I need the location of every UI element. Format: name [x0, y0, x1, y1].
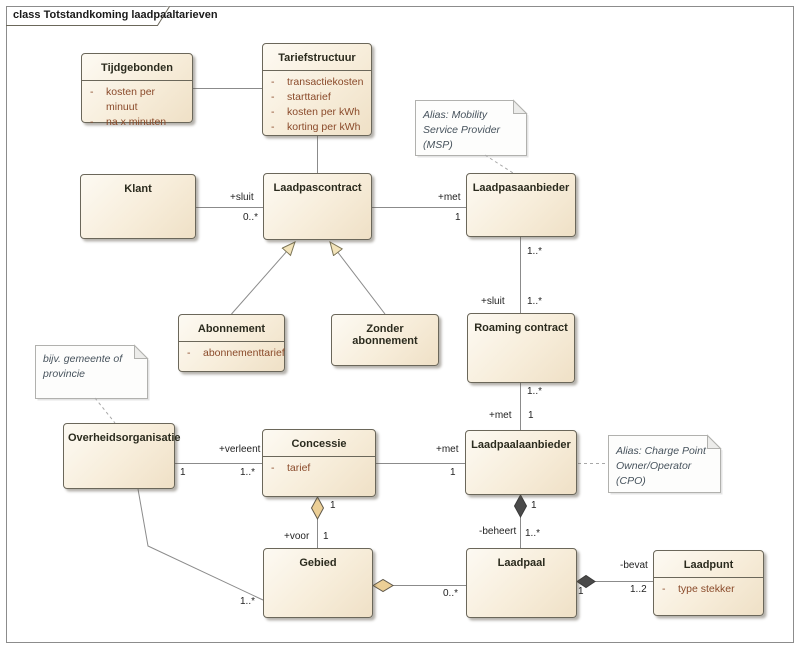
- attribute: - kosten per minuut: [90, 86, 156, 113]
- multiplicity-label: 1: [180, 467, 186, 478]
- class-name: Laadpaal: [497, 557, 546, 569]
- multiplicity-label: 1: [450, 467, 456, 478]
- class-concessie: [262, 429, 376, 497]
- edge-zonder-abonnement-generalization: [330, 242, 385, 314]
- multiplicity-label: 1..*: [525, 528, 541, 539]
- composition-diamond-laadpaalaanbieder: [515, 495, 527, 517]
- attribute: - korting per kWh: [271, 121, 361, 133]
- class-abonnement: [178, 314, 285, 372]
- class-tariefstructuur: [262, 43, 372, 136]
- attribute-compartment: [654, 577, 763, 599]
- role-label-sluit-roaming: +sluit: [481, 296, 505, 307]
- edge-overheidsorganisatie-gebied: [138, 489, 263, 600]
- attribute-compartment: [179, 341, 284, 363]
- attribute-compartment: [263, 70, 371, 137]
- class-laadpunt: [653, 550, 764, 616]
- attribute: - transactiekosten: [271, 76, 364, 88]
- multiplicity-label: 1..*: [527, 246, 543, 257]
- class-name: Abonnement: [197, 323, 266, 335]
- multiplicity-label: 0..*: [243, 212, 259, 223]
- connector-msp-note: [485, 155, 513, 173]
- class-name: Laadpaalaanbieder: [471, 439, 571, 451]
- class-laadpaal: [466, 548, 577, 618]
- class-roaming-contract: [467, 313, 575, 383]
- multiplicity-label: 1..*: [527, 386, 543, 397]
- class-zonder-abonnement: [331, 314, 439, 366]
- role-label-sluit-klant: +sluit: [230, 192, 254, 203]
- attribute: - abonnementtarief: [187, 347, 285, 359]
- class-name: Zonder abonnement: [352, 323, 418, 347]
- role-label-met-concessie: +met: [436, 444, 459, 455]
- attribute: - kosten per kWh: [271, 106, 360, 118]
- attribute: - tarief: [271, 462, 311, 474]
- class-name: Laadpasaanbieder: [472, 182, 570, 194]
- role-label-met-laadpaalaanbieder: +met: [489, 410, 512, 421]
- attribute-compartment: [82, 80, 192, 132]
- class-name: Roaming contract: [474, 322, 568, 334]
- multiplicity-label: 1: [323, 531, 329, 542]
- role-label-met-laadpasaanbieder: +met: [438, 192, 461, 203]
- role-label-verleent: +verleent: [219, 444, 261, 455]
- class-klant: [80, 174, 196, 239]
- multiplicity-label: 1..2: [630, 584, 647, 595]
- class-tijdgebonden: [81, 53, 193, 128]
- class-name: Laadpunt: [683, 559, 734, 571]
- class-laadpasaanbieder: [466, 173, 576, 237]
- attribute: - starttarief: [271, 91, 331, 103]
- attribute-compartment: [263, 456, 375, 478]
- multiplicity-label: 0..*: [443, 588, 459, 599]
- multiplicity-label: 1: [455, 212, 461, 223]
- attribute: - type stekker: [662, 583, 735, 595]
- multiplicity-label: 1: [531, 500, 537, 511]
- multiplicity-label: 1: [528, 410, 534, 421]
- class-name: Tariefstructuur: [278, 52, 356, 64]
- class-name: Tijdgebonden: [101, 62, 173, 74]
- note-bijv: bijv. gemeente of provincie: [43, 353, 123, 380]
- class-name: Laadpascontract: [273, 182, 362, 194]
- aggregation-diamond-concessie: [312, 497, 324, 519]
- connector-bijv-note: [95, 398, 115, 423]
- class-overheidsorganisatie: [63, 423, 181, 489]
- multiplicity-label: 1..*: [527, 296, 543, 307]
- diagram-title: class Totstandkoming laadpaaltarieven: [13, 9, 218, 21]
- edge-abonnement-generalization: [232, 242, 296, 314]
- multiplicity-label: 1: [578, 586, 584, 597]
- class-name: Concessie: [291, 438, 347, 450]
- role-label-beheert: -beheert: [479, 526, 517, 537]
- aggregation-diamond-gebied: [373, 580, 393, 592]
- multiplicity-label: 1..*: [240, 467, 256, 478]
- class-name: Gebied: [299, 557, 337, 569]
- class-name: Klant: [124, 183, 152, 195]
- note-cpo: Alias: Charge Point Owner/Operator (CPO): [616, 445, 706, 487]
- role-label-voor: +voor: [284, 531, 310, 542]
- class-laadpaalaanbieder: [465, 430, 577, 495]
- role-label-bevat: -bevat: [620, 560, 648, 571]
- multiplicity-label: 1..*: [240, 596, 256, 607]
- attribute: - na x minuten: [90, 116, 167, 128]
- class-gebied: [263, 548, 373, 618]
- multiplicity-label: 1: [330, 500, 336, 511]
- class-name: Overheidsorganisatie: [68, 432, 181, 444]
- note-msp: Alias: Mobility Service Provider (MSP): [423, 109, 501, 151]
- class-laadpascontract: [263, 173, 372, 240]
